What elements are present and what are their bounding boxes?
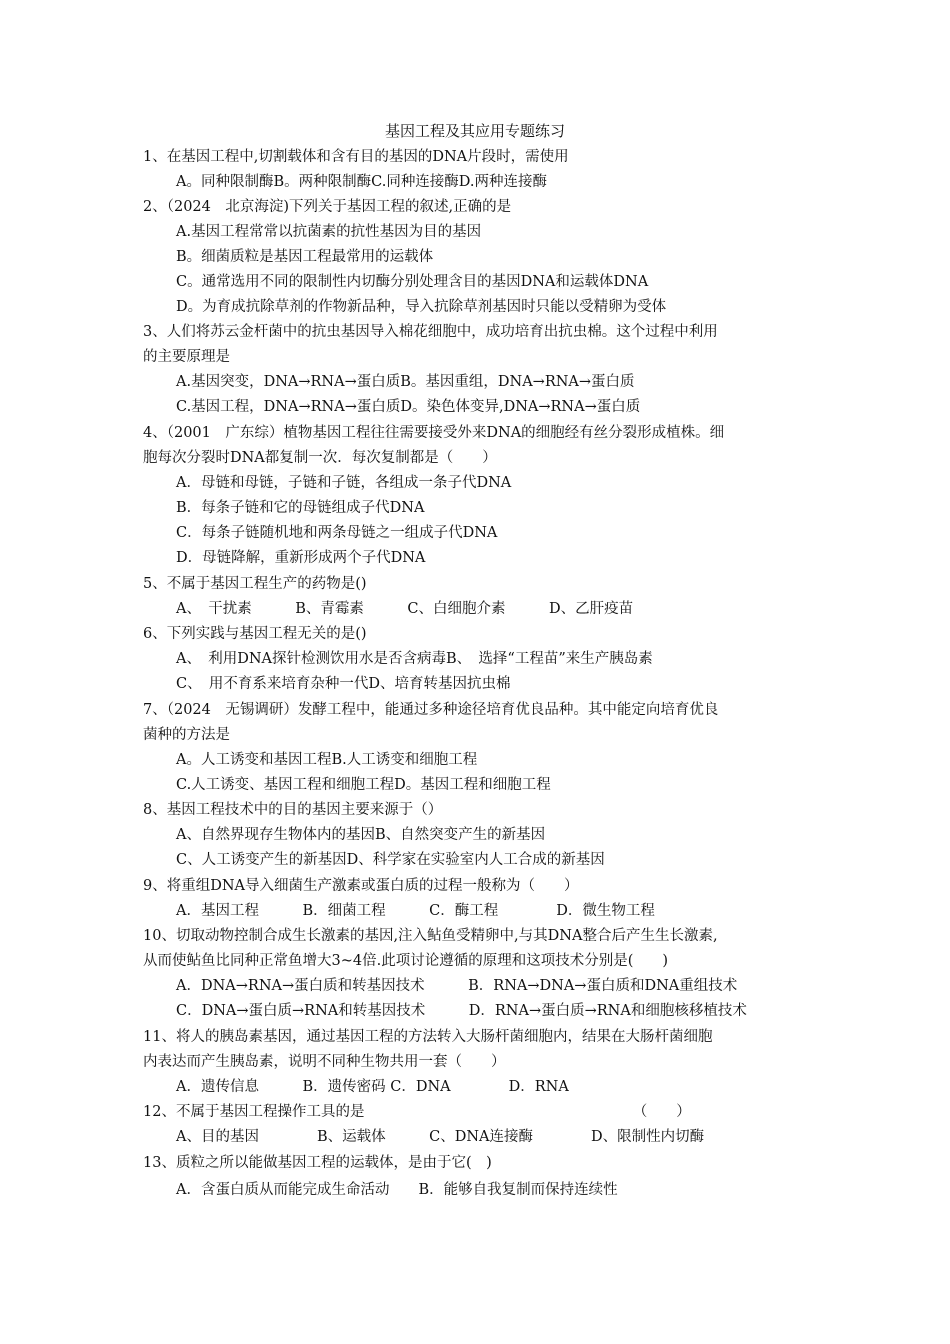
question-2-option-c: C。通常选用不同的限制性内切酶分别处理含目的基因DNA和运载体DNA xyxy=(176,274,649,290)
question-10-options-line-1: A．DNA→RNA→蛋白质和转基因技术 B．RNA→DNA→蛋白质和DNA重组技术 xyxy=(176,978,738,994)
question-12-options-line-1: A、目的基因 B、运载体 C、DNA连接酶 D、限制性内切酶 xyxy=(176,1129,705,1145)
question-8-options-line-1: A、自然界现存生物体内的基因B、自然突变产生的新基因 xyxy=(176,827,546,843)
question-1-options-line-1: A。同种限制酶B。两种限制酶C.同种连接酶D.两种连接酶 xyxy=(176,174,548,190)
question-7-stem-line-1: 7、（2024 无锡调研）发酵工程中，能通过多种途径培育优良品种。其中能定向培育优良 xyxy=(143,702,719,718)
question-8-stem-line-1: 8、基因工程技术中的目的基因主要来源于（） xyxy=(143,802,443,818)
question-4-option-a: A．母链和母链，子链和子链，各组成一条子代DNA xyxy=(176,475,512,491)
question-13-stem-line-1: 13、质粒之所以能做基因工程的运载体，是由于它( ) xyxy=(143,1155,492,1171)
question-6-stem-line-1: 6、下列实践与基因工程无关的是() xyxy=(143,626,367,642)
question-3-options-line-1: A.基因突变，DNA→RNA→蛋白质B。基因重组，DNA→RNA→蛋白质 xyxy=(176,374,635,390)
question-9-options-line-1: A．基因工程 B．细菌工程 C．酶工程 D．微生物工程 xyxy=(176,903,655,919)
question-8-options-line-2: C、人工诱变产生的新基因D、科学家在实验室内人工合成的新基因 xyxy=(176,852,605,868)
question-5-options-line-1: A、 干扰素 B、青霉素 C、白细胞介素 D、乙肝疫苗 xyxy=(176,601,634,617)
question-6-options-line-1: A、 利用DNA探针检测饮用水是否含病毒B、 选择“工程苗”来生产胰岛素 xyxy=(176,651,653,667)
document-title: 基因工程及其应用专题练习 xyxy=(384,122,565,140)
question-2-option-b: B。细菌质粒是基因工程最常用的运载体 xyxy=(176,249,434,265)
question-3-stem-line-1: 3、人们将苏云金杆菌中的抗虫基因导入棉花细胞中，成功培育出抗虫棉。这个过程中利用 xyxy=(143,324,718,340)
question-11-stem-line-2: 内表达而产生胰岛素，说明不同种生物共用一套（ ） xyxy=(143,1054,506,1070)
question-3-options-line-2: C.基因工程，DNA→RNA→蛋白质D。染色体变异,DNA→RNA→蛋白质 xyxy=(176,399,641,415)
question-11-stem-line-1: 11、将人的胰岛素基因，通过基因工程的方法转入大肠杆菌细胞内，结果在大肠杆菌细胞 xyxy=(143,1029,713,1045)
question-7-options-line-2: C.人工诱变、基因工程和细胞工程D。基因工程和细胞工程 xyxy=(176,777,551,793)
question-3-stem-line-2: 的主要原理是 xyxy=(143,349,230,365)
question-9-stem-line-1: 9、将重组DNA导入细菌生产激素或蛋白质的过程一般称为（ ） xyxy=(143,878,579,894)
question-6-options-line-2: C、 用不育系来培育杂种一代D、培育转基因抗虫棉 xyxy=(176,676,511,692)
question-4-option-c: C．每条子链随机地和两条母链之一组成子代DNA xyxy=(176,525,498,541)
question-12-stem-line-1: 12、不属于基因工程操作工具的是 （ ） xyxy=(143,1104,691,1120)
question-2-stem-line-1: 2、（2024 北京海淀)下列关于基因工程的叙述,正确的是 xyxy=(143,199,512,215)
question-4-stem-line-2: 胞每次分裂时DNA都复制一次．每次复制都是（ ） xyxy=(143,450,497,466)
question-1-stem-line-1: 1、在基因工程中,切割载体和含有目的基因的DNA片段时，需使用 xyxy=(143,149,569,165)
question-7-options-line-1: A。人工诱变和基因工程B.人工诱变和细胞工程 xyxy=(176,752,478,768)
question-7-stem-line-2: 菌种的方法是 xyxy=(143,727,230,743)
question-10-stem-line-2: 从而使鲇鱼比同种正常鱼增大3~4倍.此项讨论遵循的原理和这项技术分别是( ) xyxy=(143,953,669,969)
question-4-option-d: D．母链降解，重新形成两个子代DNA xyxy=(176,550,426,566)
question-5-stem-line-1: 5、不属于基因工程生产的药物是() xyxy=(143,576,367,592)
question-4-stem-line-1: 4、（2001 广东综）植物基因工程往往需要接受外来DNA的细胞经有丝分裂形成植株。细 xyxy=(143,425,725,441)
question-11-options-line-1: A．遗传信息 B．遗传密码 C．DNA D．RNA xyxy=(176,1079,569,1095)
question-10-stem-line-1: 10、切取动物控制合成生长激素的基因,注入鲇鱼受精卵中,与其DNA整合后产生生长激素, xyxy=(143,928,718,944)
question-2-option-a: A.基因工程常常以抗菌素的抗性基因为目的基因 xyxy=(176,224,482,240)
question-4-option-b: B．每条子链和它的母链组成子代DNA xyxy=(176,500,425,516)
question-10-options-line-2: C．DNA→蛋白质→RNA和转基因技术 D．RNA→蛋白质→RNA和细胞核移植技术 xyxy=(176,1003,747,1019)
question-2-option-d: D。为育成抗除草剂的作物新品种，导入抗除草剂基因时只能以受精卵为受体 xyxy=(176,299,667,315)
question-13-options-line-1: A．含蛋白质从而能完成生命活动 B．能够自我复制而保持连续性 xyxy=(176,1182,618,1198)
